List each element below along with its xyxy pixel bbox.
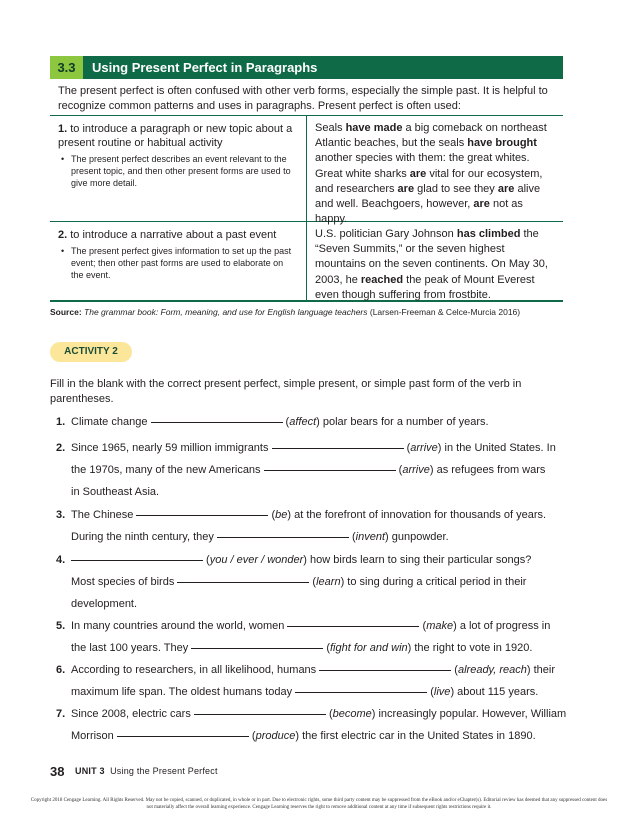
emphasized-verb: are bbox=[409, 167, 427, 180]
question-line bbox=[56, 597, 137, 611]
source-title: The grammar book: Form, meaning, and use for English language teachers bbox=[84, 307, 368, 317]
question-text: ( bbox=[268, 509, 276, 521]
bullet-icon: • bbox=[61, 154, 65, 164]
section-number: 3.3 bbox=[50, 56, 83, 79]
question-text: ( bbox=[248, 730, 256, 742]
example-text bbox=[315, 228, 548, 301]
verb-cue: produce bbox=[255, 730, 296, 742]
answer-blank[interactable] bbox=[117, 735, 249, 737]
question-text: ( bbox=[348, 531, 356, 543]
question-text: ) about 115 years. bbox=[450, 686, 539, 698]
verb-cue: already, reach bbox=[457, 664, 527, 676]
question-line bbox=[56, 441, 556, 455]
example-2 bbox=[315, 227, 555, 303]
use-note: The present perfect describes an event relevant to the present topic, and then other present forms are used to give more detail. bbox=[71, 154, 291, 188]
answer-blank[interactable] bbox=[177, 581, 309, 583]
bullet-icon: • bbox=[61, 246, 65, 256]
table-column-divider bbox=[306, 116, 307, 300]
question-line bbox=[56, 641, 532, 655]
example-run: the peak of Mount Everest even though suffering from frostbite. bbox=[315, 273, 535, 301]
emphasized-verb: have brought bbox=[467, 137, 537, 150]
question-text: ( bbox=[309, 576, 317, 588]
use-note: The present perfect gives information to set up the past event; then other past forms are used to elaborate on the event. bbox=[71, 246, 292, 280]
question-text: ) gunpowder. bbox=[385, 531, 449, 543]
question-text: Most species of birds bbox=[71, 576, 178, 588]
question-text: ) in the United States. In bbox=[437, 442, 556, 454]
question-text: ) their bbox=[526, 664, 555, 676]
question-text: ( bbox=[419, 620, 427, 632]
question-number: 5. bbox=[56, 620, 66, 632]
question-text: ( bbox=[403, 442, 411, 454]
question-text: ) polar bears for a number of years. bbox=[316, 416, 489, 428]
activity-badge: ACTIVITY 2 bbox=[50, 342, 132, 362]
source-label: Source: bbox=[50, 307, 82, 317]
question-line bbox=[56, 415, 489, 429]
example-run: glad to see they bbox=[414, 182, 498, 195]
question-text: Morrison bbox=[71, 730, 117, 742]
verb-cue: make bbox=[426, 620, 454, 632]
answer-blank[interactable] bbox=[71, 559, 203, 561]
question-text: development. bbox=[71, 598, 138, 610]
example-run: a big comeback on northeast Atlantic beaches, but the seals bbox=[315, 122, 547, 150]
example-run: Seals bbox=[315, 122, 346, 134]
question-number: 3. bbox=[56, 509, 66, 521]
question-text: ) increasingly popular. However, William bbox=[371, 708, 567, 720]
question-text: ) the right to vote in 1920. bbox=[407, 642, 533, 654]
answer-blank[interactable] bbox=[264, 469, 396, 471]
question-text: ( bbox=[427, 686, 434, 698]
question-text: ( bbox=[325, 708, 333, 720]
question-text: ) how birds learn to sing their particular songs? bbox=[303, 554, 532, 566]
question-text: the 1970s, many of the new Americans bbox=[71, 464, 264, 476]
question-text: Since 2008, electric cars bbox=[71, 708, 194, 720]
example-1 bbox=[315, 121, 555, 227]
use-number: 2. bbox=[58, 229, 68, 241]
question-line bbox=[56, 685, 538, 699]
question-number: 2. bbox=[56, 442, 66, 454]
example-run: vital for our ecosystem, and researchers bbox=[315, 167, 543, 195]
question-text: the last 100 years. They bbox=[71, 642, 192, 654]
question-line bbox=[56, 707, 566, 721]
question-text: Since 1965, nearly 59 million immigrants bbox=[71, 442, 272, 454]
source-authors: (Larsen-Freeman & Celce-Murcia 2016) bbox=[367, 307, 521, 317]
verb-cue: arrive bbox=[402, 464, 430, 476]
section-title: Using Present Perfect in Paragraphs bbox=[92, 60, 318, 75]
answer-blank[interactable] bbox=[272, 447, 404, 449]
question-text: ( bbox=[282, 416, 290, 428]
verb-cue: fight for and win bbox=[330, 642, 408, 654]
activity-instructions: Fill in the blank with the correct present perfect, simple present, or simple past form of the verb in parentheses. bbox=[50, 378, 522, 405]
example-run: another species with them: the great whites. Great white sharks bbox=[315, 152, 530, 180]
use-item-2 bbox=[58, 228, 298, 281]
question-text: maximum life span. The oldest humans today bbox=[71, 686, 296, 698]
running-footer bbox=[75, 766, 218, 776]
question-line bbox=[56, 663, 555, 677]
question-text: ( bbox=[323, 642, 330, 654]
question-text: ) the first electric car in the United States in 1890. bbox=[295, 730, 536, 742]
question-line bbox=[56, 508, 546, 522]
question-line bbox=[56, 553, 531, 567]
copyright-notice: Copyright 2018 Cengage Learning. All Rights Reserved. May not be copied, scanned, or duplicated, in whole or in part. Due to electronic rights, some third party content may be suppressed from the eBook and/or eChapter(s). Editorial review has deemed that any suppressed content does not materially affect the overall learning experience. Cengage Learning reserves the right to remove additional content at any time if subsequent rights restrictions require it. bbox=[30, 798, 608, 810]
verb-cue: invent bbox=[355, 531, 386, 543]
use-title: to introduce a narrative about a past event bbox=[70, 229, 277, 241]
answer-blank[interactable] bbox=[319, 669, 451, 671]
example-run: the “Seven Summits,” or the seven highest mountains on the seven continents. On May 30, 2003, he bbox=[315, 228, 548, 286]
question-text: Climate change bbox=[71, 416, 151, 428]
question-text: ) a lot of progress in bbox=[453, 620, 551, 632]
use-number: 1. bbox=[58, 123, 68, 135]
question-line bbox=[56, 575, 526, 589]
answer-blank[interactable] bbox=[217, 536, 349, 538]
question-line bbox=[56, 729, 536, 743]
question-text: in Southeast Asia. bbox=[71, 486, 160, 498]
question-text: ) to sing during a critical period in their bbox=[340, 576, 527, 588]
verb-cue: live bbox=[433, 686, 451, 698]
verb-cue: learn bbox=[316, 576, 341, 588]
emphasized-verb: are bbox=[497, 182, 515, 195]
answer-blank[interactable] bbox=[151, 421, 283, 423]
use-title: to introduce a paragraph or new topic about a present routine or habitual activity bbox=[58, 123, 293, 149]
example-run: not as happy. bbox=[315, 198, 523, 226]
example-run: alive and well. Beachgoers, however, bbox=[315, 182, 541, 211]
question-number: 6. bbox=[56, 664, 66, 676]
question-line bbox=[56, 485, 159, 499]
question-text: ) at the forefront of innovation for thousands of years. bbox=[287, 509, 547, 521]
unit-label: UNIT 3 bbox=[75, 766, 105, 776]
source-citation bbox=[50, 307, 570, 318]
question-line bbox=[56, 463, 545, 477]
emphasized-verb: are bbox=[397, 182, 415, 195]
answer-blank[interactable] bbox=[194, 713, 326, 715]
use-item-1 bbox=[58, 122, 298, 189]
verb-cue: become bbox=[332, 708, 372, 720]
answer-blank[interactable] bbox=[136, 514, 268, 516]
question-text: The Chinese bbox=[71, 509, 137, 521]
verb-cue: arrive bbox=[410, 442, 438, 454]
question-line bbox=[56, 530, 449, 544]
verb-cue: affect bbox=[289, 416, 317, 428]
emphasized-verb: reached bbox=[360, 273, 404, 286]
question-text: ) as refugees from wars bbox=[429, 464, 546, 476]
question-text: In many countries around the world, women bbox=[71, 620, 288, 632]
emphasized-verb: are bbox=[473, 198, 490, 211]
emphasized-verb: has climbed bbox=[456, 228, 521, 240]
question-text: During the ninth century, they bbox=[71, 531, 217, 543]
question-number: 4. bbox=[56, 554, 66, 566]
section-intro: The present perfect is often confused with other verb forms, especially the simple past. It is helpful to recognize common patterns and uses in paragraphs. Present perfect is often used: bbox=[58, 85, 548, 112]
question-line bbox=[56, 619, 550, 633]
example-text bbox=[315, 122, 547, 225]
answer-blank[interactable] bbox=[191, 647, 323, 649]
question-text: According to researchers, in all likelihood, humans bbox=[71, 664, 320, 676]
question-text: ( bbox=[395, 464, 403, 476]
question-text: ( bbox=[451, 664, 458, 676]
question-number: 1. bbox=[56, 416, 66, 428]
example-run: U.S. politician Gary Johnson bbox=[315, 228, 457, 240]
verb-cue: be bbox=[275, 509, 288, 521]
unit-title: Using the Present Perfect bbox=[110, 766, 218, 776]
page-number: 38 bbox=[50, 764, 65, 779]
answer-blank[interactable] bbox=[287, 625, 419, 627]
verb-cue: you / ever / wonder bbox=[209, 554, 304, 566]
question-text: ( bbox=[203, 554, 210, 566]
question-number: 7. bbox=[56, 708, 66, 720]
emphasized-verb: have made bbox=[345, 122, 403, 134]
answer-blank[interactable] bbox=[295, 691, 427, 693]
